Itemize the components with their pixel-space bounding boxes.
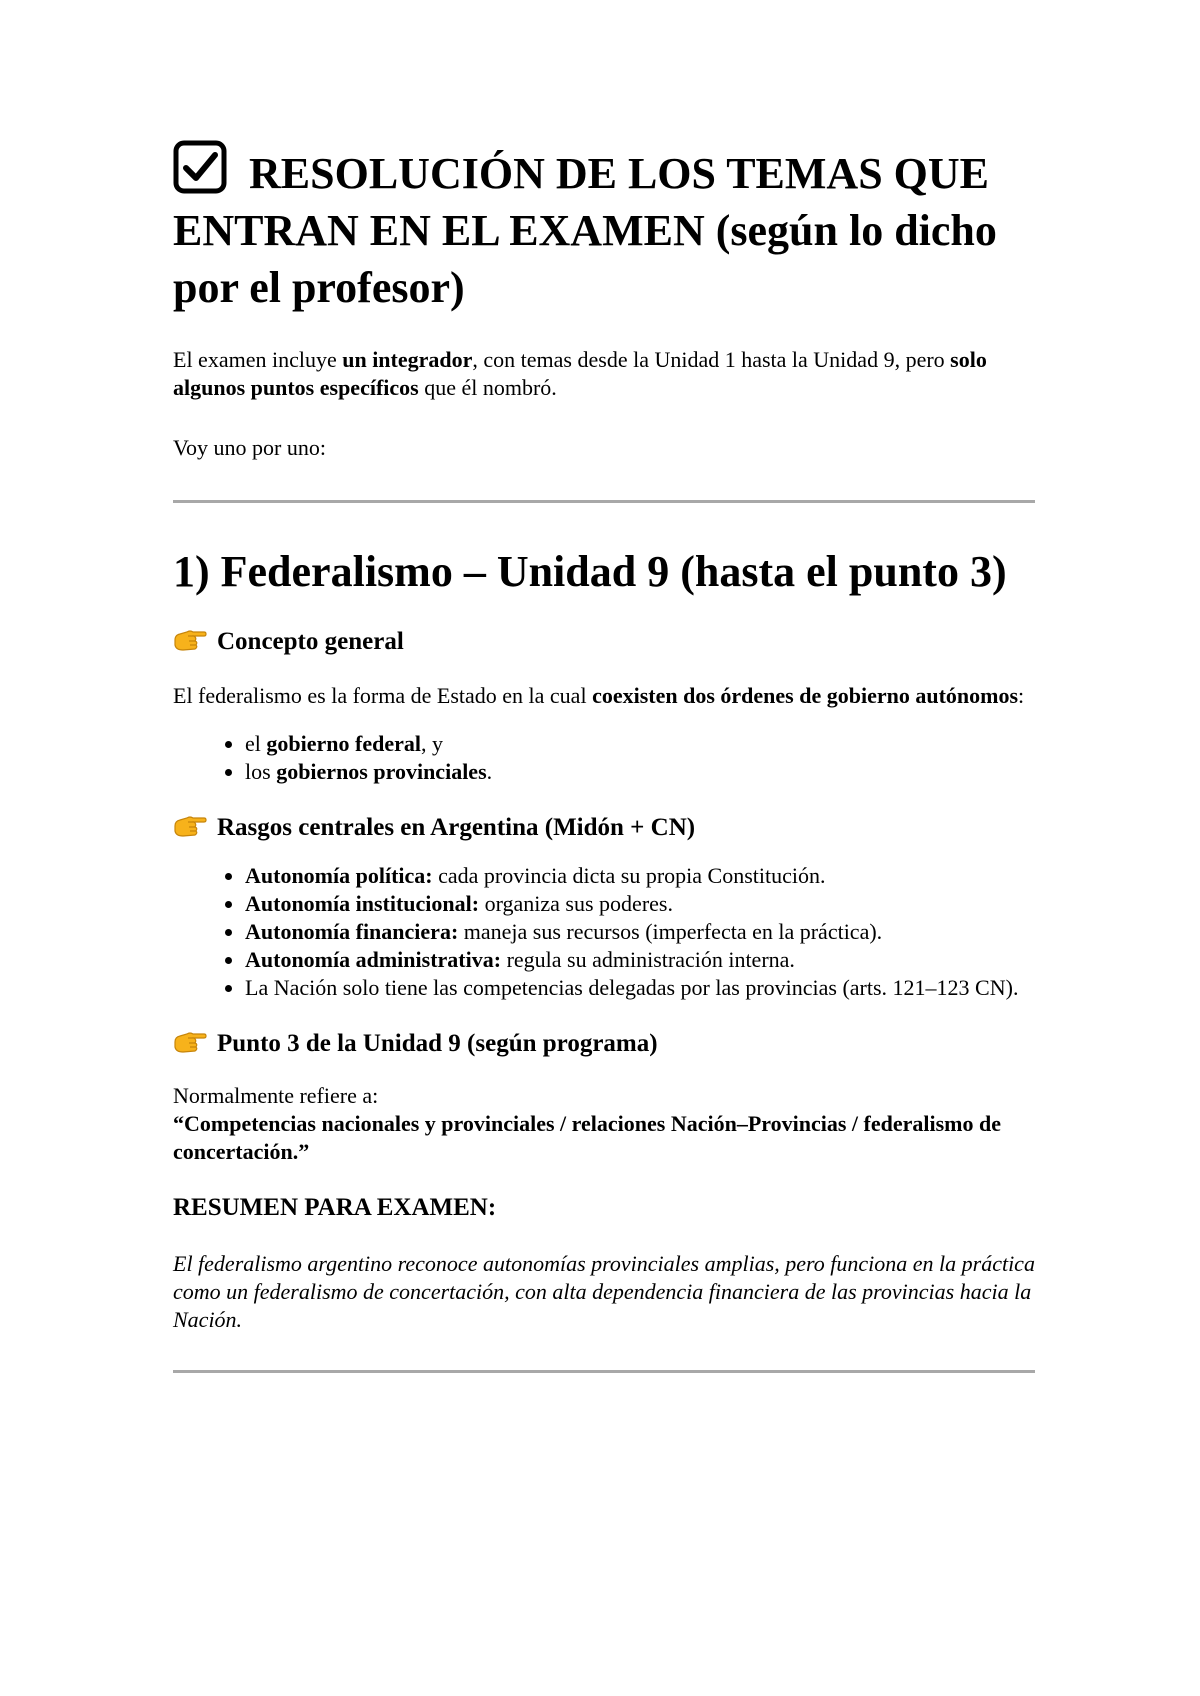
intro-bold-1: un integrador — [342, 347, 473, 372]
punto3-heading-text: Punto 3 de la Unidad 9 (según programa) — [217, 1030, 658, 1057]
rasgos-list — [173, 862, 1035, 1002]
item-text: organiza sus poderes. — [479, 891, 673, 916]
pointing-hand-icon — [173, 626, 207, 654]
pointing-hand-icon — [173, 1028, 207, 1056]
item-bold: gobiernos provinciales — [276, 759, 487, 784]
page-title — [173, 140, 1035, 316]
divider — [173, 1370, 1035, 1373]
item-bold: gobierno federal — [266, 731, 421, 756]
voy-paragraph: Voy uno por uno: — [173, 435, 326, 460]
list-item — [245, 946, 1035, 974]
punto3-paragraph — [173, 1082, 1035, 1166]
concepto-heading-text: Concepto general — [217, 628, 404, 655]
concepto-paragraph — [173, 682, 1035, 710]
item-text: cada provincia dicta su propia Constitución. — [432, 863, 826, 888]
punto3-heading — [173, 1028, 1035, 1060]
resumen-heading: RESUMEN PARA EXAMEN: — [173, 1194, 497, 1221]
punto3-line: Normalmente refiere a: — [173, 1083, 379, 1108]
intro-text-2: , con temas desde la Unidad 1 hasta la Unidad 9, pero — [472, 347, 951, 372]
intro-paragraph — [173, 346, 1035, 402]
punto3-quote: “Competencias nacionales y provinciales / relaciones Nación–Provincias / federalismo de concertación.” — [173, 1111, 1001, 1164]
item-bold: Autonomía institucional: — [245, 891, 480, 916]
list-item — [245, 758, 1035, 786]
pointing-hand-icon — [173, 812, 207, 840]
concepto-heading — [173, 626, 1035, 658]
item-pre: los — [245, 759, 277, 784]
list-item — [245, 974, 1035, 1002]
intro-bold-2: solo algunos puntos específicos — [173, 347, 987, 400]
rasgos-heading-text: Rasgos centrales en Argentina (Midón + CN) — [217, 814, 696, 841]
item-text: maneja sus recursos (imperfecta en la práctica). — [458, 919, 883, 944]
list-item — [245, 730, 1035, 758]
concepto-text-1: El federalismo es la forma de Estado en la cual — [173, 683, 593, 708]
check-box-icon — [173, 140, 227, 194]
list-item — [245, 862, 1035, 890]
item-bold: Autonomía administrativa: — [245, 947, 502, 972]
rasgos-heading — [173, 812, 1035, 844]
concepto-text-2: : — [1018, 683, 1025, 708]
concepto-list — [173, 730, 1035, 786]
intro-text-3: que él nombró. — [418, 375, 557, 400]
item-post: , y — [420, 731, 443, 756]
item-text: regula su administración interna. — [501, 947, 795, 972]
item-text: La Nación solo tiene las competencias delegadas por las provincias (arts. 121–123 CN). — [245, 975, 1019, 1000]
list-item — [245, 890, 1035, 918]
document-page — [173, 140, 1035, 1373]
divider — [173, 500, 1035, 503]
section-heading: 1) Federalismo – Unidad 9 (hasta el punto 3) — [173, 547, 1007, 596]
item-pre: el — [245, 731, 267, 756]
item-post: . — [486, 759, 493, 784]
intro-text-1: El examen incluye — [173, 347, 343, 372]
concepto-bold: coexisten dos órdenes de gobierno autónomos — [592, 683, 1019, 708]
page-title-text: RESOLUCIÓN DE LOS TEMAS QUE ENTRAN EN EL EXAMEN (según lo dicho por el profesor) — [173, 149, 997, 312]
resumen-paragraph: El federalismo argentino reconoce autonomías provinciales amplias, pero funciona en la práctica como un federalismo de concertación, con alta dependencia financiera de las provincias hacia la Nación. — [173, 1251, 1035, 1332]
item-bold: Autonomía política: — [245, 863, 433, 888]
list-item — [245, 918, 1035, 946]
item-bold: Autonomía financiera: — [245, 919, 459, 944]
